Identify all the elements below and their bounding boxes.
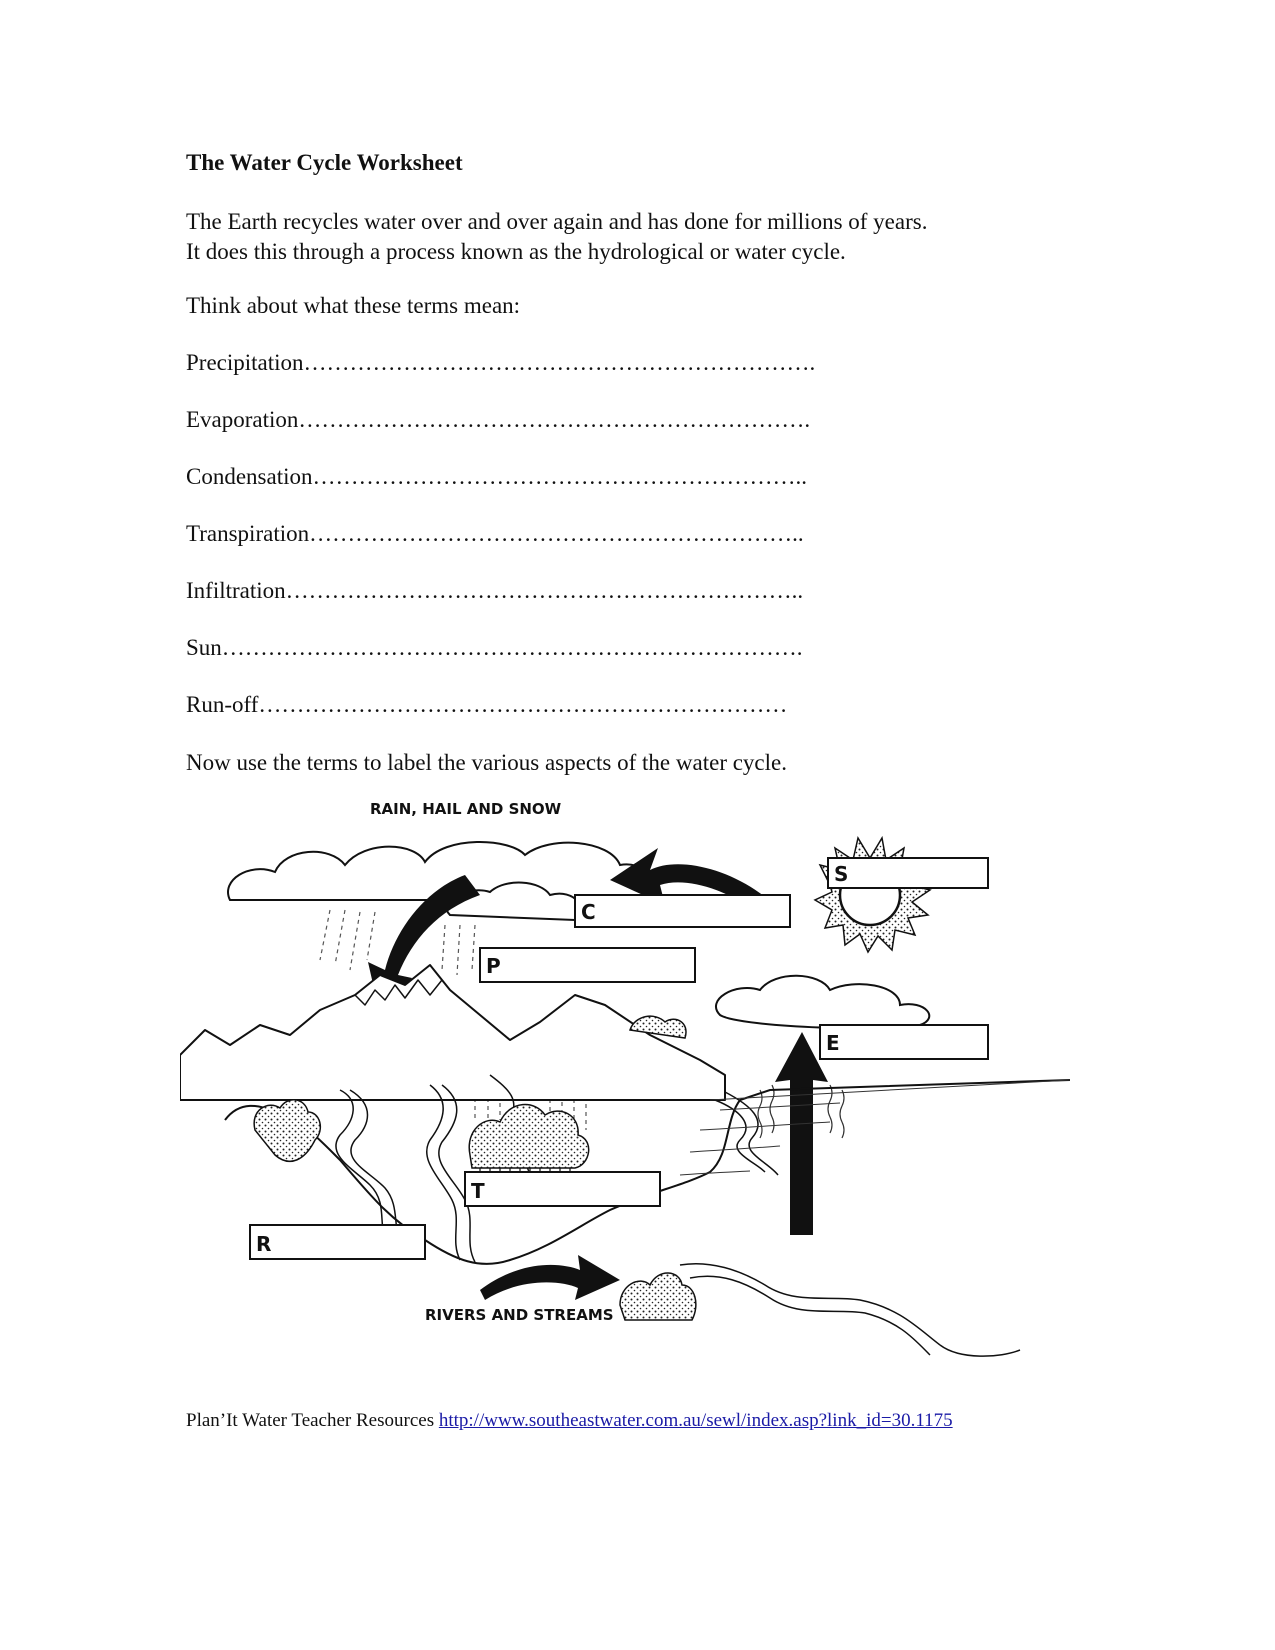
intro-line-2: It does this through a process known as the hydrological or water cycle. bbox=[186, 239, 846, 264]
answer-dots[interactable]: …………………………………………………………… bbox=[258, 692, 788, 717]
label-letter: R bbox=[256, 1232, 272, 1256]
term-label: Transpiration bbox=[186, 521, 310, 546]
term-label: Sun bbox=[186, 635, 222, 660]
intro-line-1: The Earth recycles water over and over again and has done for millions of years. bbox=[186, 209, 928, 234]
footer-credit bbox=[186, 1410, 953, 1432]
term-line-infiltration bbox=[186, 578, 815, 635]
term-label: Precipitation bbox=[186, 350, 304, 375]
answer-dots[interactable]: …………………………………………………………. bbox=[303, 350, 816, 375]
forest bbox=[254, 1100, 696, 1320]
term-label: Evaporation bbox=[186, 407, 299, 432]
sun-icon bbox=[815, 838, 930, 952]
evaporation-cloud bbox=[716, 976, 929, 1029]
worksheet-title: The Water Cycle Worksheet bbox=[186, 150, 463, 175]
term-label: Infiltration bbox=[186, 578, 286, 603]
evaporation-arrow bbox=[775, 1032, 828, 1235]
label-box-sun[interactable] bbox=[828, 858, 988, 888]
label-box-condensation[interactable] bbox=[575, 895, 790, 927]
term-line-evaporation bbox=[186, 407, 815, 464]
footer-text: Plan’It Water Teacher Resources bbox=[186, 1410, 435, 1431]
term-line-run-off bbox=[186, 692, 815, 749]
label-letter: C bbox=[581, 900, 596, 924]
label-letter: E bbox=[826, 1031, 840, 1055]
answer-dots[interactable]: ……………………………………………………….. bbox=[309, 521, 804, 546]
term-label: Condensation bbox=[186, 464, 313, 489]
caption-rivers-streams: RIVERS AND STREAMS bbox=[425, 1306, 614, 1324]
answer-dots[interactable]: …………………………………………………………. bbox=[298, 407, 811, 432]
label-box-runoff[interactable] bbox=[250, 1225, 425, 1259]
term-line-precipitation bbox=[186, 350, 815, 407]
terms-list bbox=[186, 350, 815, 749]
term-line-condensation bbox=[186, 464, 815, 521]
water-cycle-diagram bbox=[180, 800, 1070, 1380]
caption-rain-hail-snow: RAIN, HAIL AND SNOW bbox=[370, 800, 562, 818]
label-box-evaporation[interactable] bbox=[820, 1025, 988, 1059]
answer-dots[interactable]: …………………………………………………………………. bbox=[221, 635, 803, 660]
sea bbox=[680, 1080, 1070, 1175]
answer-dots[interactable]: ………………………………………………………….. bbox=[285, 578, 804, 603]
term-line-transpiration bbox=[186, 521, 815, 578]
footer-link[interactable]: http://www.southeastwater.com.au/sewl/index.asp?link_id=30.1175 bbox=[438, 1410, 953, 1431]
terms-prompt: Think about what these terms mean: bbox=[186, 293, 521, 318]
term-line-sun bbox=[186, 635, 815, 692]
label-letter: P bbox=[486, 954, 501, 978]
label-letter: S bbox=[834, 862, 849, 886]
label-box-transpiration[interactable] bbox=[465, 1172, 660, 1206]
label-box-precipitation[interactable] bbox=[480, 948, 695, 982]
answer-dots[interactable]: ……………………………………………………….. bbox=[312, 464, 807, 489]
label-instruction: Now use the terms to label the various aspects of the water cycle. bbox=[186, 750, 787, 775]
label-letter: T bbox=[471, 1179, 485, 1203]
intro-paragraph bbox=[186, 207, 927, 267]
term-label: Run-off bbox=[186, 692, 259, 717]
